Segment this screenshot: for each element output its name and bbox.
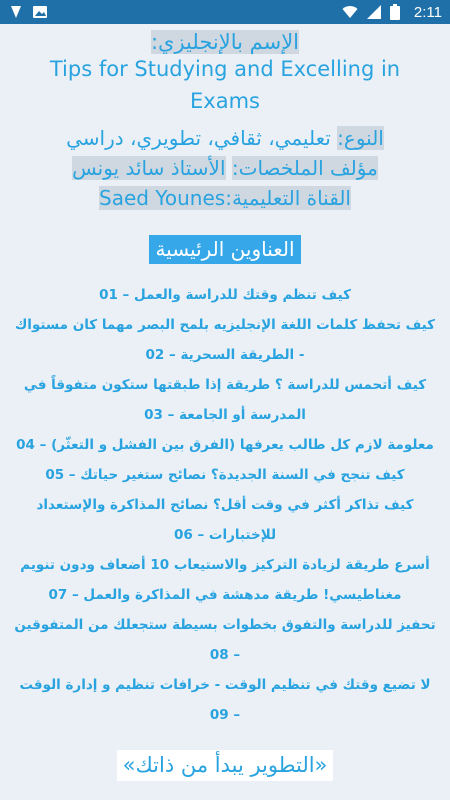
type-value: تعليمي، ثقافي، تطويري، دراسي (66, 126, 331, 150)
list-item[interactable]: لا تضيع وقتك في تنظيم الوقت - خرافات تنظيم و إدارة الوقت – 09 (19, 677, 431, 723)
wifi-icon (342, 4, 358, 20)
footer-quote: «التطوير يبدأ من ذاتك» (117, 750, 334, 781)
gallery-icon (32, 4, 48, 20)
status-bar-left (8, 4, 48, 20)
battery-icon (390, 4, 406, 20)
clock: 2:11 (413, 3, 442, 21)
author-row (0, 153, 450, 183)
list-item[interactable]: كيف تنظم وقتك للدراسة والعمل – 01 (99, 287, 351, 303)
list-item[interactable]: معلومة لازم كل طالب يعرفها (الفرق بين الفشل و التعثّر) – 04 (16, 437, 434, 453)
author-label: مؤلف الملخصات: (231, 156, 378, 180)
main-titles-heading: العناوين الرئيسية (149, 235, 300, 264)
list-item[interactable]: أسرع طريقة لزيادة التركيز والاستيعاب 10 أضعاف ودون تنويم مغناطيسي! طريقة مدهشة في المذاكرة والعمل – 07 (20, 557, 430, 603)
signal-icon (366, 4, 382, 20)
list-item[interactable]: كيف تنجح في السنة الجديدة؟ نصائح ستغير حياتك – 05 (45, 467, 405, 483)
list-item[interactable]: كيف تحفظ كلمات اللغة الإنجليزيه بلمح البصر مهما كان مستواك - الطريقة السحرية – 02 (14, 317, 436, 363)
english-name-label: الإسم بالإنجليزي: (150, 30, 300, 54)
author-value: الأستاذ سائد يونس (72, 156, 226, 180)
list-item[interactable]: كيف أتحمس للدراسة ؟ طريقة إذا طبقتها ستكون متفوقاً في المدرسة أو الجامعة – 03 (23, 377, 427, 423)
article-content[interactable] (0, 24, 450, 800)
status-bar (0, 0, 450, 24)
english-name-row (0, 30, 450, 54)
list-item[interactable]: تحفيز للدراسة والتفوق بخطوات بسيطة ستجعلك من المتفوقين – 08 (14, 617, 436, 663)
list-item[interactable]: كيف تذاكر أكثر في وقت أقل؟ نصائح المذاكرة والإستعداد للإختبارات – 06 (36, 497, 414, 543)
notification-icon (8, 4, 24, 20)
status-bar-right (342, 4, 442, 21)
english-title: Tips for Studying and Excelling in Exams (49, 57, 401, 113)
channel-label: القناة التعليمية: (225, 186, 351, 210)
main-titles-list (0, 280, 450, 730)
type-label: النوع: (337, 126, 384, 150)
channel-row (0, 183, 450, 213)
channel-value: Saed Younes (99, 186, 226, 210)
type-row (0, 123, 450, 153)
